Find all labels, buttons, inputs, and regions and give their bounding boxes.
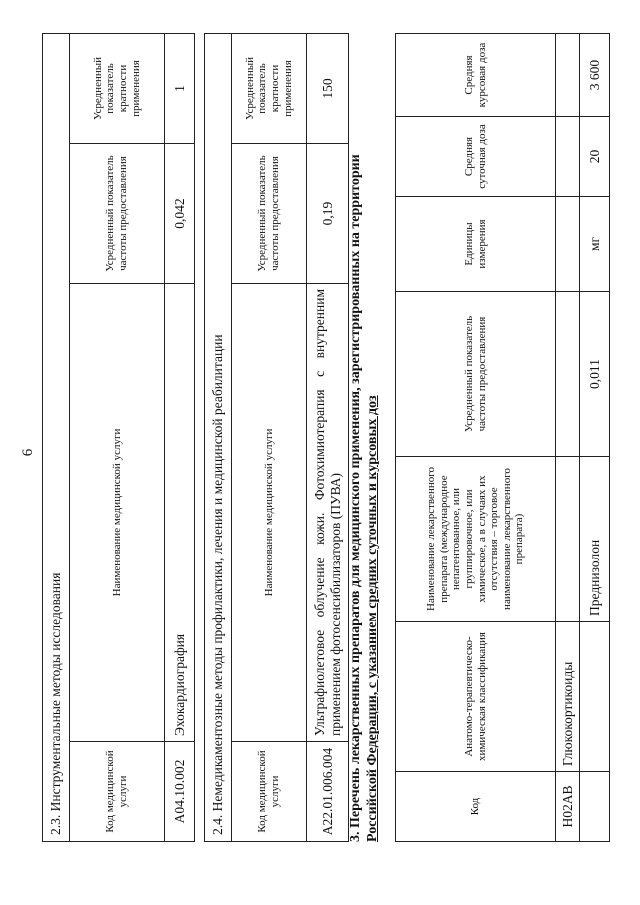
header-frequency: Усредненный показатель частоты предоставления <box>70 144 165 284</box>
header-frequency: Усредненный показатель частоты предоставления <box>396 292 556 457</box>
instrumental-methods-table <box>42 33 195 842</box>
group-code: H02AB <box>556 772 580 842</box>
section-3-heading <box>348 34 382 842</box>
frequency-value: 0,19 <box>307 144 349 284</box>
header-multiplicity: Усредненный показатель кратности применения <box>232 34 307 144</box>
non-drug-methods-table <box>204 33 349 842</box>
section-title: 2.4. Немедикаментозные методы профилактики, лечения и медицинской реабилитации <box>205 34 232 842</box>
drug-daily-dose: 20 <box>580 117 610 197</box>
service-name: Эхокардиография <box>165 284 195 742</box>
drug-unit: мг <box>580 197 610 292</box>
header-code: Код медицинской услуги <box>232 742 307 842</box>
heading-line-1: 3. Перечень лекарственных препаратов для медицинского применения, зарегистрированных на территории <box>348 154 363 842</box>
service-code: A22.01.006.004 <box>307 742 349 842</box>
service-code: A04.10.002 <box>165 742 195 842</box>
header-frequency: Усредненный показатель частоты предоставления <box>232 144 307 284</box>
header-drug-name: Наименование лекарственного препарата (международное непатентованное, или группировочное, или химическое, а в случаях их отсутствия – торговое наименование лекарственного препарата) <box>396 457 556 622</box>
frequency-value: 0,042 <box>165 144 195 284</box>
header-course-dose: Средняя курсовая доза <box>396 34 556 117</box>
drug-frequency: 0,011 <box>580 292 610 457</box>
header-unit: Единицы измерения <box>396 197 556 292</box>
header-daily-dose: Средняя суточная доза <box>396 117 556 197</box>
group-name: Глюкокортикоиды <box>556 622 580 772</box>
drugs-table <box>395 33 610 842</box>
multiplicity-value: 150 <box>307 34 349 144</box>
header-code: Код медицинской услуги <box>70 742 165 842</box>
header-atc: Анатомо-терапевтическо-химическая классификация <box>396 622 556 772</box>
header-multiplicity: Усредненный показатель кратности применения <box>70 33 165 143</box>
header-name: Наименование медицинской услуги <box>232 284 307 742</box>
heading-line-2: Российской Федерации, с указанием средних суточных и курсовых доз <box>364 395 380 842</box>
drug-course-dose: 3 600 <box>580 34 610 117</box>
multiplicity-value: 1 <box>165 33 195 143</box>
page-number: 6 <box>20 448 36 457</box>
section-title: 2.3. Инструментальные методы исследования <box>43 33 70 841</box>
drug-name: Преднизолон <box>580 457 610 622</box>
service-name: Ультрафиолетовое облучение кожи. Фотохимиотерапия с внутренним применением фотосенсибилизаторов (ПУВА) <box>307 284 349 742</box>
header-name: Наименование медицинской услуги <box>70 284 165 742</box>
header-code: Код <box>396 772 556 842</box>
